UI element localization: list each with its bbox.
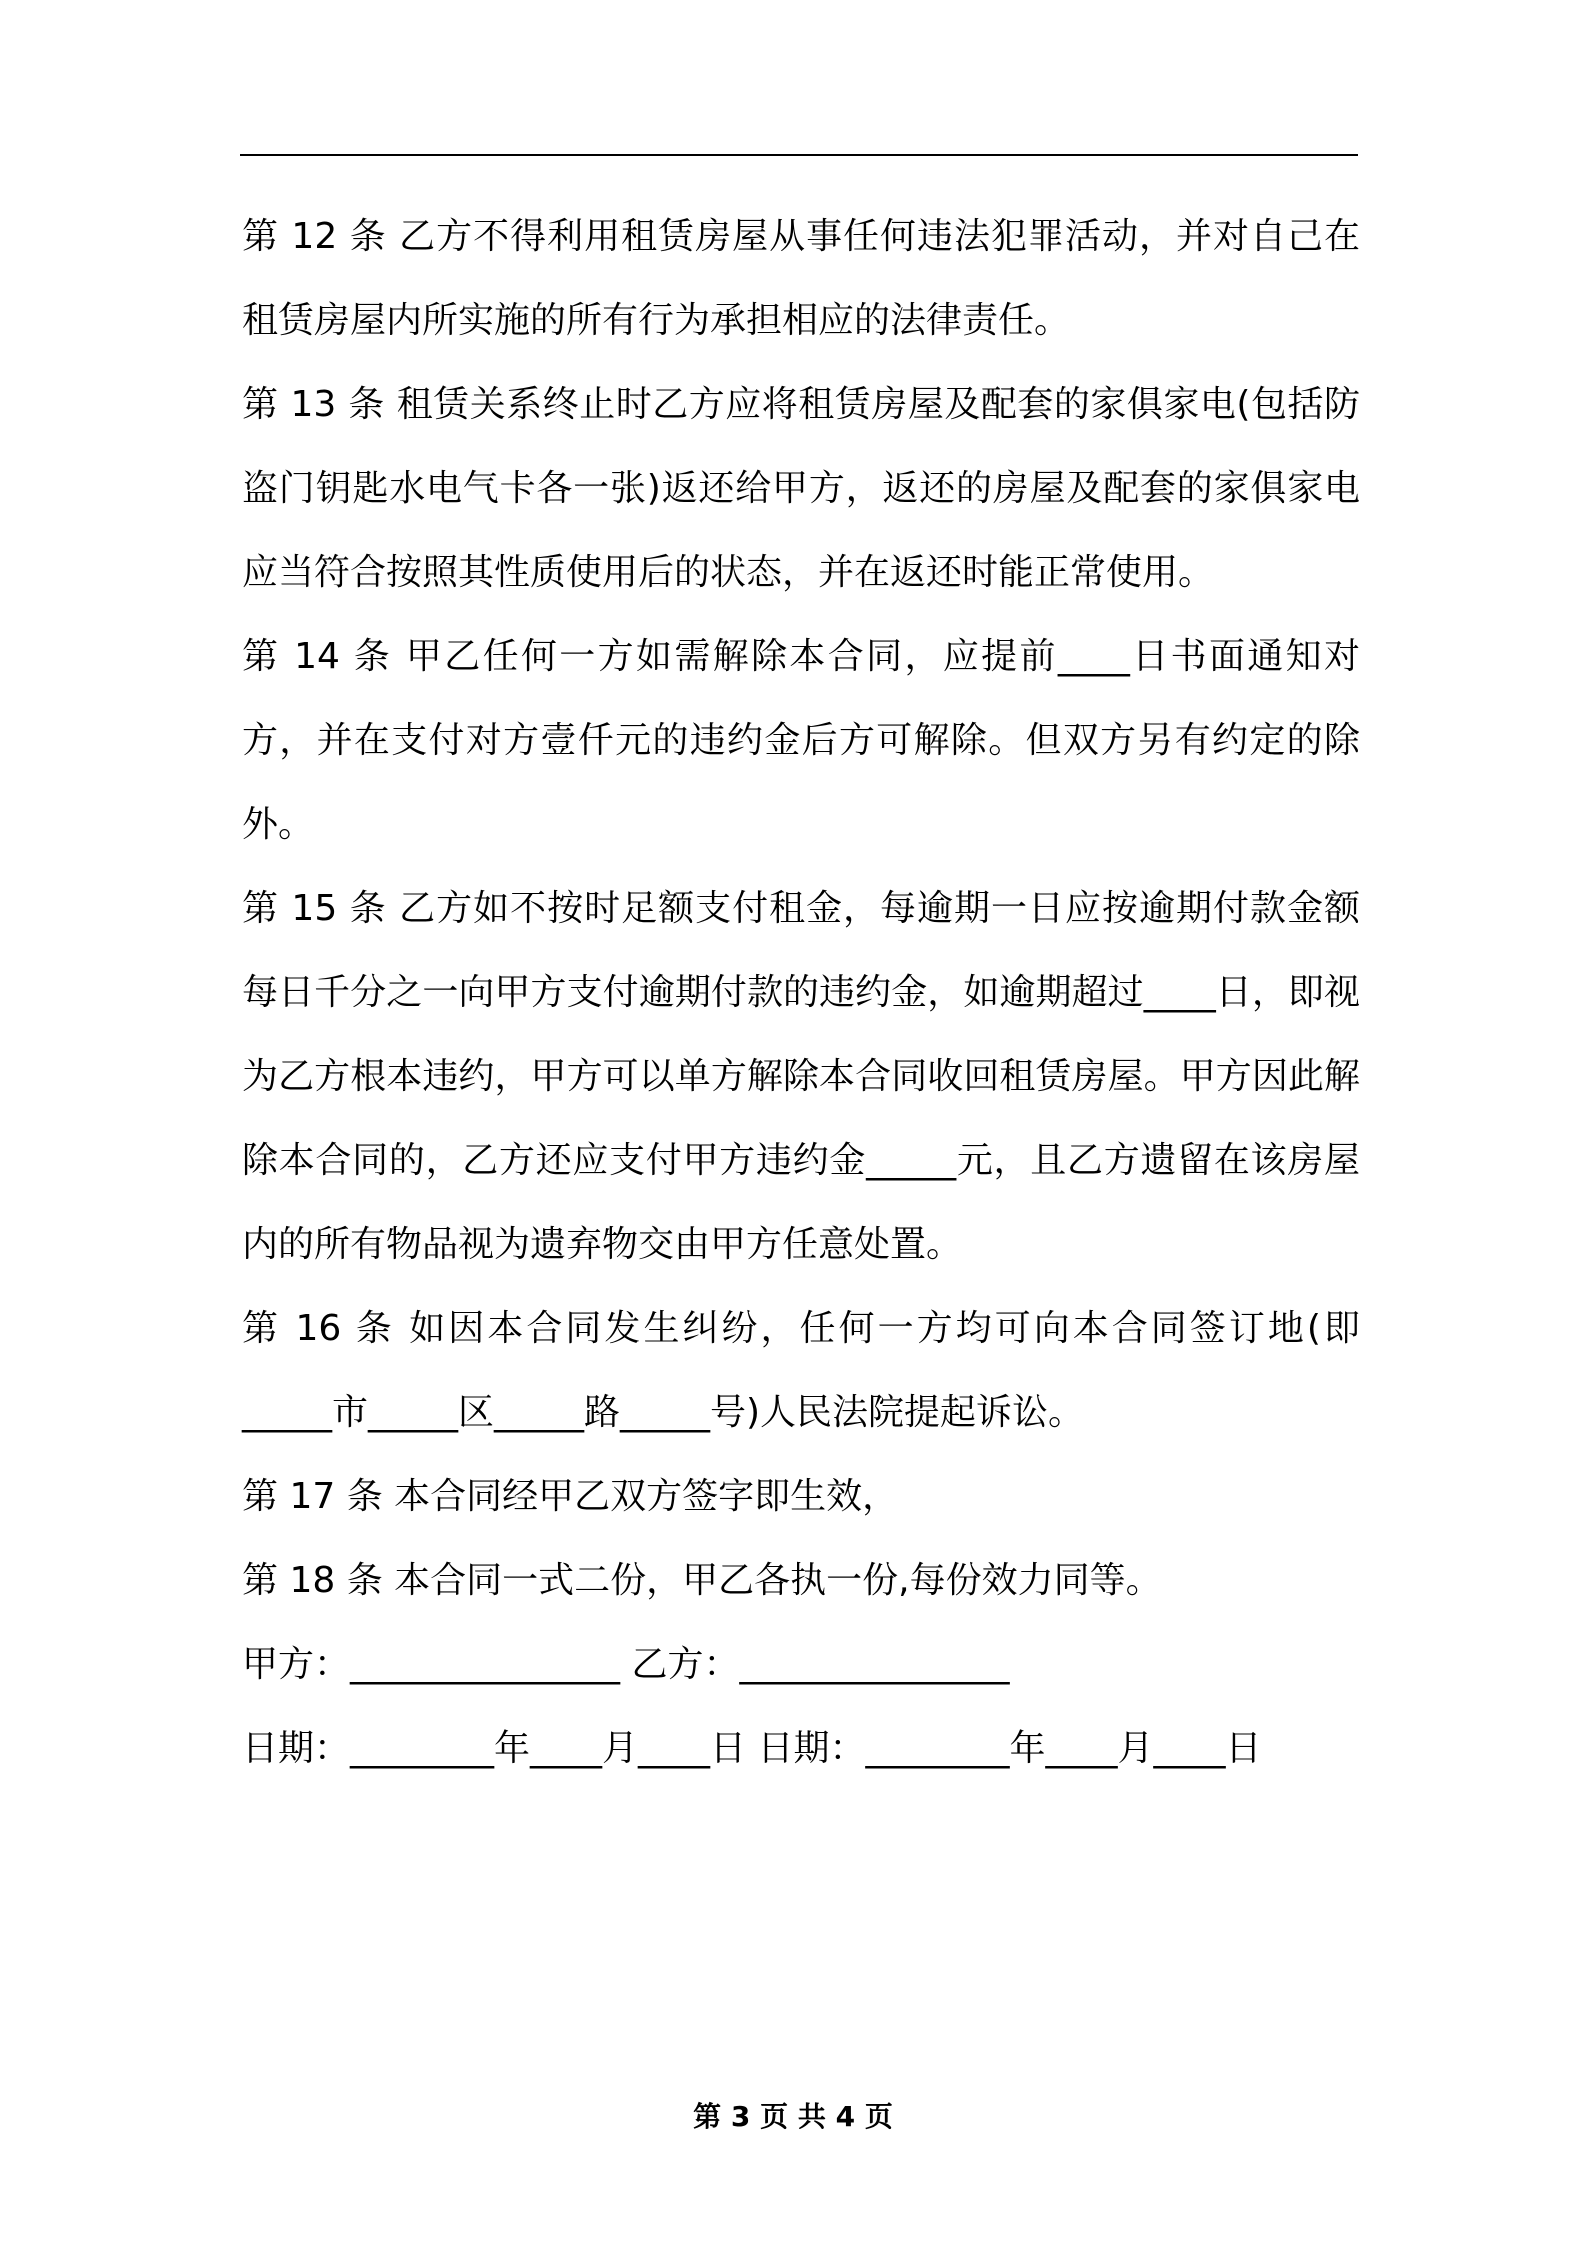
article-14: 第 14 条 甲乙任何一方如需解除本合同，应提前____日书面通知对方，并在支付对方壹仟元的违约金后方可解除。但双方另有约定的除外。 (242, 636, 1360, 845)
date-signature-line: 日期：________年____月____日 日期：________年____月____日 (242, 1728, 1262, 1769)
article-17: 第 17 条 本合同经甲乙双方签字即生效， (242, 1476, 899, 1517)
page-number: 第 3 页 共 4 页 (693, 2100, 893, 2133)
article-13: 第 13 条 租赁关系终止时乙方应将租赁房屋及配套的家俱家电(包括防盗门钥匙水电气卡各一张)返还给甲方，返还的房屋及配套的家俱家电应当符合按照其性质使用后的状态，并在返还时能正常使用。 (242, 384, 1360, 593)
article-18: 第 18 条 本合同一式二份，甲乙各执一份,每份效力同等。 (242, 1560, 1162, 1601)
party-signature-line: 甲方：_______________ 乙方：_______________ (242, 1644, 1010, 1685)
header-rule (240, 154, 1358, 156)
article-15: 第 15 条 乙方如不按时足额支付租金，每逾期一日应按逾期付款金额每日千分之一向甲方支付逾期付款的违约金，如逾期超过____日，即视为乙方根本违约，甲方可以单方解除本合同收回租赁房屋。甲方因此解除本合同的，乙方还应支付甲方违约金_____元，且乙方遗留在该房屋内的所有物品视为遗弃物交由甲方任意处置。 (242, 888, 1360, 1265)
article-16: 第 16 条 如因本合同发生纠纷，任何一方均可向本合同签订地(即_____市_____区_____路_____号)人民法院提起诉讼。 (242, 1308, 1360, 1433)
contract-body (242, 195, 1360, 1791)
article-12: 第 12 条 乙方不得利用租赁房屋从事任何违法犯罪活动，并对自己在租赁房屋内所实施的所有行为承担相应的法律责任。 (242, 216, 1360, 341)
